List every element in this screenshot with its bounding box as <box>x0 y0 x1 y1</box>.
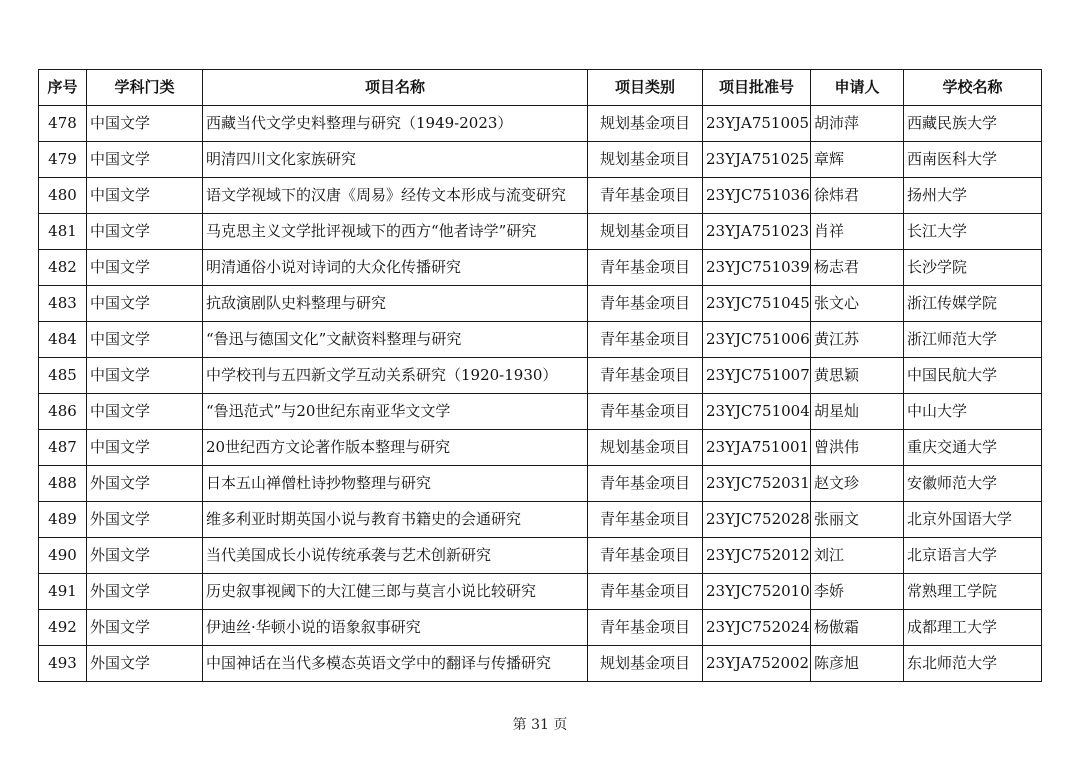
cell-title: 马克思主义文学批评视域下的西方“他者诗学”研究 <box>203 214 588 250</box>
cell-type: 规划基金项目 <box>588 142 703 178</box>
table-row <box>39 286 1042 322</box>
header-title: 项目名称 <box>203 70 588 106</box>
table-row <box>39 178 1042 214</box>
cell-type: 青年基金项目 <box>588 178 703 214</box>
cell-code: 23YJC751007 <box>703 358 811 394</box>
cell-type: 青年基金项目 <box>588 574 703 610</box>
cell-title: “鲁迅范式”与20世纪东南亚华文文学 <box>203 394 588 430</box>
cell-idx: 487 <box>39 430 87 466</box>
cell-applicant: 胡沛萍 <box>811 106 904 142</box>
cell-discipline: 外国文学 <box>87 610 203 646</box>
cell-code: 23YJA751001 <box>703 430 811 466</box>
cell-idx: 478 <box>39 106 87 142</box>
cell-school: 西藏民族大学 <box>904 106 1042 142</box>
cell-idx: 485 <box>39 358 87 394</box>
cell-code: 23YJC751045 <box>703 286 811 322</box>
project-table <box>38 69 1042 682</box>
cell-discipline: 中国文学 <box>87 322 203 358</box>
cell-code: 23YJA751025 <box>703 142 811 178</box>
cell-school: 浙江传媒学院 <box>904 286 1042 322</box>
cell-discipline: 中国文学 <box>87 358 203 394</box>
cell-discipline: 外国文学 <box>87 502 203 538</box>
header-school: 学校名称 <box>904 70 1042 106</box>
cell-school: 西南医科大学 <box>904 142 1042 178</box>
cell-idx: 493 <box>39 646 87 682</box>
table-row <box>39 466 1042 502</box>
cell-applicant: 曾洪伟 <box>811 430 904 466</box>
cell-discipline: 中国文学 <box>87 214 203 250</box>
cell-type: 规划基金项目 <box>588 430 703 466</box>
cell-idx: 492 <box>39 610 87 646</box>
cell-title: 西藏当代文学史料整理与研究（1949-2023） <box>203 106 588 142</box>
cell-type: 规划基金项目 <box>588 214 703 250</box>
header-idx: 序号 <box>39 70 87 106</box>
cell-school: 北京外国语大学 <box>904 502 1042 538</box>
cell-title: 日本五山禅僧杜诗抄物整理与研究 <box>203 466 588 502</box>
cell-discipline: 外国文学 <box>87 538 203 574</box>
table-row <box>39 106 1042 142</box>
cell-discipline: 中国文学 <box>87 286 203 322</box>
cell-code: 23YJC752031 <box>703 466 811 502</box>
cell-school: 浙江师范大学 <box>904 322 1042 358</box>
cell-discipline: 中国文学 <box>87 178 203 214</box>
cell-code: 23YJA751005 <box>703 106 811 142</box>
cell-type: 青年基金项目 <box>588 502 703 538</box>
cell-applicant: 黄江苏 <box>811 322 904 358</box>
cell-type: 规划基金项目 <box>588 646 703 682</box>
header-discipline: 学科门类 <box>87 70 203 106</box>
cell-idx: 484 <box>39 322 87 358</box>
cell-title: 当代美国成长小说传统承袭与艺术创新研究 <box>203 538 588 574</box>
cell-applicant: 陈彦旭 <box>811 646 904 682</box>
table-row <box>39 502 1042 538</box>
cell-idx: 480 <box>39 178 87 214</box>
cell-code: 23YJC752028 <box>703 502 811 538</box>
table-row <box>39 574 1042 610</box>
cell-title: 抗敌演剧队史料整理与研究 <box>203 286 588 322</box>
table-row <box>39 538 1042 574</box>
cell-applicant: 杨志君 <box>811 250 904 286</box>
cell-idx: 479 <box>39 142 87 178</box>
table-row <box>39 322 1042 358</box>
cell-applicant: 杨傲霜 <box>811 610 904 646</box>
table-row <box>39 214 1042 250</box>
header-type: 项目类别 <box>588 70 703 106</box>
cell-idx: 482 <box>39 250 87 286</box>
cell-type: 青年基金项目 <box>588 610 703 646</box>
cell-applicant: 胡星灿 <box>811 394 904 430</box>
table-body <box>39 106 1042 682</box>
cell-idx: 486 <box>39 394 87 430</box>
cell-applicant: 张文心 <box>811 286 904 322</box>
cell-type: 青年基金项目 <box>588 358 703 394</box>
cell-school: 常熟理工学院 <box>904 574 1042 610</box>
cell-title: 明清四川文化家族研究 <box>203 142 588 178</box>
cell-discipline: 中国文学 <box>87 394 203 430</box>
cell-type: 青年基金项目 <box>588 250 703 286</box>
cell-school: 中山大学 <box>904 394 1042 430</box>
cell-school: 成都理工大学 <box>904 610 1042 646</box>
cell-code: 23YJA751023 <box>703 214 811 250</box>
cell-applicant: 章辉 <box>811 142 904 178</box>
cell-applicant: 肖祥 <box>811 214 904 250</box>
cell-type: 青年基金项目 <box>588 286 703 322</box>
cell-code: 23YJC751039 <box>703 250 811 286</box>
cell-idx: 491 <box>39 574 87 610</box>
cell-code: 23YJC752024 <box>703 610 811 646</box>
cell-school: 北京语言大学 <box>904 538 1042 574</box>
cell-type: 规划基金项目 <box>588 106 703 142</box>
cell-idx: 481 <box>39 214 87 250</box>
cell-applicant: 黄思颖 <box>811 358 904 394</box>
cell-school: 东北师范大学 <box>904 646 1042 682</box>
cell-code: 23YJC751006 <box>703 322 811 358</box>
header-code: 项目批准号 <box>703 70 811 106</box>
cell-title: 明清通俗小说对诗词的大众化传播研究 <box>203 250 588 286</box>
cell-school: 长江大学 <box>904 214 1042 250</box>
cell-title: 伊迪丝·华顿小说的语象叙事研究 <box>203 610 588 646</box>
cell-school: 扬州大学 <box>904 178 1042 214</box>
cell-code: 23YJC752012 <box>703 538 811 574</box>
cell-type: 青年基金项目 <box>588 466 703 502</box>
table-header-row <box>39 70 1042 106</box>
cell-code: 23YJC751036 <box>703 178 811 214</box>
table-row <box>39 250 1042 286</box>
cell-applicant: 李娇 <box>811 574 904 610</box>
cell-idx: 483 <box>39 286 87 322</box>
cell-discipline: 外国文学 <box>87 466 203 502</box>
cell-code: 23YJC752010 <box>703 574 811 610</box>
cell-school: 重庆交通大学 <box>904 430 1042 466</box>
cell-applicant: 刘江 <box>811 538 904 574</box>
cell-title: 维多利亚时期英国小说与教育书籍史的会通研究 <box>203 502 588 538</box>
cell-discipline: 外国文学 <box>87 574 203 610</box>
cell-applicant: 张丽文 <box>811 502 904 538</box>
cell-title: 历史叙事视阈下的大江健三郎与莫言小说比较研究 <box>203 574 588 610</box>
cell-idx: 488 <box>39 466 87 502</box>
cell-title: “鲁迅与德国文化”文献资料整理与研究 <box>203 322 588 358</box>
cell-title: 语文学视域下的汉唐《周易》经传文本形成与流变研究 <box>203 178 588 214</box>
table-row <box>39 394 1042 430</box>
cell-code: 23YJA752002 <box>703 646 811 682</box>
cell-discipline: 中国文学 <box>87 106 203 142</box>
table-row <box>39 646 1042 682</box>
cell-title: 中学校刊与五四新文学互动关系研究（1920-1930） <box>203 358 588 394</box>
table-row <box>39 610 1042 646</box>
cell-discipline: 中国文学 <box>87 430 203 466</box>
page-number: 第 31 页 <box>512 717 568 733</box>
cell-applicant: 徐炜君 <box>811 178 904 214</box>
cell-applicant: 赵文珍 <box>811 466 904 502</box>
cell-code: 23YJC751004 <box>703 394 811 430</box>
cell-type: 青年基金项目 <box>588 322 703 358</box>
cell-discipline: 中国文学 <box>87 250 203 286</box>
table-row <box>39 358 1042 394</box>
cell-title: 20世纪西方文论著作版本整理与研究 <box>203 430 588 466</box>
cell-type: 青年基金项目 <box>588 538 703 574</box>
cell-discipline: 外国文学 <box>87 646 203 682</box>
cell-type: 青年基金项目 <box>588 394 703 430</box>
cell-idx: 489 <box>39 502 87 538</box>
header-applicant: 申请人 <box>811 70 904 106</box>
cell-title: 中国神话在当代多模态英语文学中的翻译与传播研究 <box>203 646 588 682</box>
cell-school: 长沙学院 <box>904 250 1042 286</box>
table-row <box>39 430 1042 466</box>
cell-discipline: 中国文学 <box>87 142 203 178</box>
cell-idx: 490 <box>39 538 87 574</box>
table-row <box>39 142 1042 178</box>
cell-school: 安徽师范大学 <box>904 466 1042 502</box>
cell-school: 中国民航大学 <box>904 358 1042 394</box>
